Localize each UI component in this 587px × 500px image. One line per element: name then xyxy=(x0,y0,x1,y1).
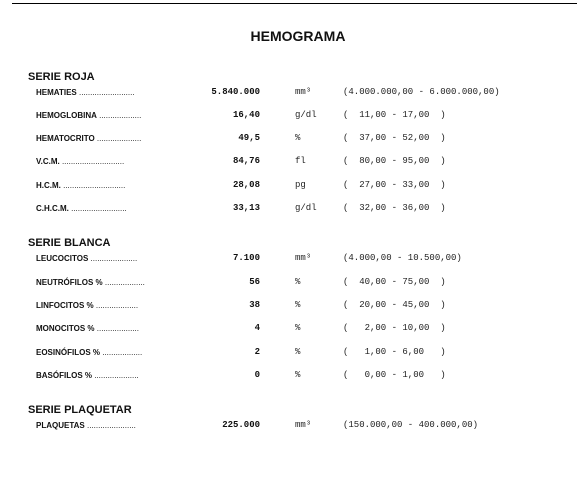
row-label: LEUCOCITOS ..................... xyxy=(36,254,138,263)
row-label: PLAQUETAS ...................... xyxy=(36,421,136,430)
table-row xyxy=(0,132,587,146)
table-row xyxy=(0,155,587,169)
row-label: BASÓFILOS % .................... xyxy=(36,371,139,380)
row-range: (4.000,00 - 10.500,00) xyxy=(343,253,462,263)
row-range: ( 40,00 - 75,00 ) xyxy=(343,277,446,287)
table-row xyxy=(0,276,587,290)
row-unit: % xyxy=(295,133,301,143)
row-value: 4 xyxy=(254,323,260,333)
row-unit: % xyxy=(295,347,301,357)
row-range: ( 1,00 - 6,00 ) xyxy=(343,347,446,357)
row-label: MONOCITOS % ................... xyxy=(36,324,139,333)
row-unit: g/dl xyxy=(295,203,317,213)
row-range: ( 20,00 - 45,00 ) xyxy=(343,300,446,310)
table-row xyxy=(0,109,587,123)
row-value: 5.840.000 xyxy=(211,87,260,97)
row-label: NEUTRÓFILOS % .................. xyxy=(36,278,145,287)
row-range: (4.000.000,00 - 6.000.000,00) xyxy=(343,87,500,97)
row-range: ( 0,00 - 1,00 ) xyxy=(343,370,446,380)
row-unit: % xyxy=(295,277,301,287)
row-label: H.C.M. ............................ xyxy=(36,181,126,190)
row-range: (150.000,00 - 400.000,00) xyxy=(343,420,479,430)
row-label: V.C.M. ............................ xyxy=(36,157,125,166)
row-range: ( 37,00 - 52,00 ) xyxy=(343,133,446,143)
row-unit: fl xyxy=(295,156,306,166)
row-range: ( 32,00 - 36,00 ) xyxy=(343,203,446,213)
row-label: HEMATIES ......................... xyxy=(36,88,135,97)
row-unit: mm³ xyxy=(295,87,312,97)
section-title-serie-roja: SERIE ROJA xyxy=(28,71,95,83)
row-label: HEMATOCRITO .................... xyxy=(36,134,142,143)
row-label: C.H.C.M. ......................... xyxy=(36,204,127,213)
row-value: 225.000 xyxy=(222,420,260,430)
table-row xyxy=(0,252,587,266)
table-row xyxy=(0,179,587,193)
table-row xyxy=(0,419,587,433)
row-unit: % xyxy=(295,300,301,310)
table-row xyxy=(0,299,587,313)
row-unit: % xyxy=(295,323,301,333)
table-row xyxy=(0,346,587,360)
row-unit: % xyxy=(295,370,301,380)
row-unit: pg xyxy=(295,180,306,190)
row-value: 84,76 xyxy=(232,156,260,166)
row-range: ( 80,00 - 95,00 ) xyxy=(343,156,446,166)
top-rule xyxy=(12,3,577,4)
row-range: ( 27,00 - 33,00 ) xyxy=(343,180,446,190)
row-value: 2 xyxy=(254,347,260,357)
row-unit: mm³ xyxy=(295,253,312,263)
table-row xyxy=(0,322,587,336)
table-row xyxy=(0,86,587,100)
row-value: 28,08 xyxy=(232,180,260,190)
row-value: 16,40 xyxy=(232,110,260,120)
row-label: HEMOGLOBINA ................... xyxy=(36,111,142,120)
table-row xyxy=(0,369,587,383)
row-unit: g/dl xyxy=(295,110,317,120)
row-value: 38 xyxy=(249,300,260,310)
table-row xyxy=(0,202,587,216)
row-range: ( 2,00 - 10,00 ) xyxy=(343,323,446,333)
row-unit: mm³ xyxy=(295,420,312,430)
row-label: LINFOCITOS % ................... xyxy=(36,301,139,310)
row-label: EOSINÓFILOS % .................. xyxy=(36,348,143,357)
section-title-serie-plaquetar: SERIE PLAQUETAR xyxy=(28,404,132,416)
row-value: 0 xyxy=(254,370,260,380)
row-value: 49,5 xyxy=(238,133,260,143)
row-range: ( 11,00 - 17,00 ) xyxy=(343,110,446,120)
page-title: HEMOGRAMA xyxy=(250,28,346,44)
section-title-serie-blanca: SERIE BLANCA xyxy=(28,237,111,249)
row-value: 33,13 xyxy=(232,203,260,213)
row-value: 56 xyxy=(249,277,260,287)
row-value: 7.100 xyxy=(232,253,260,263)
